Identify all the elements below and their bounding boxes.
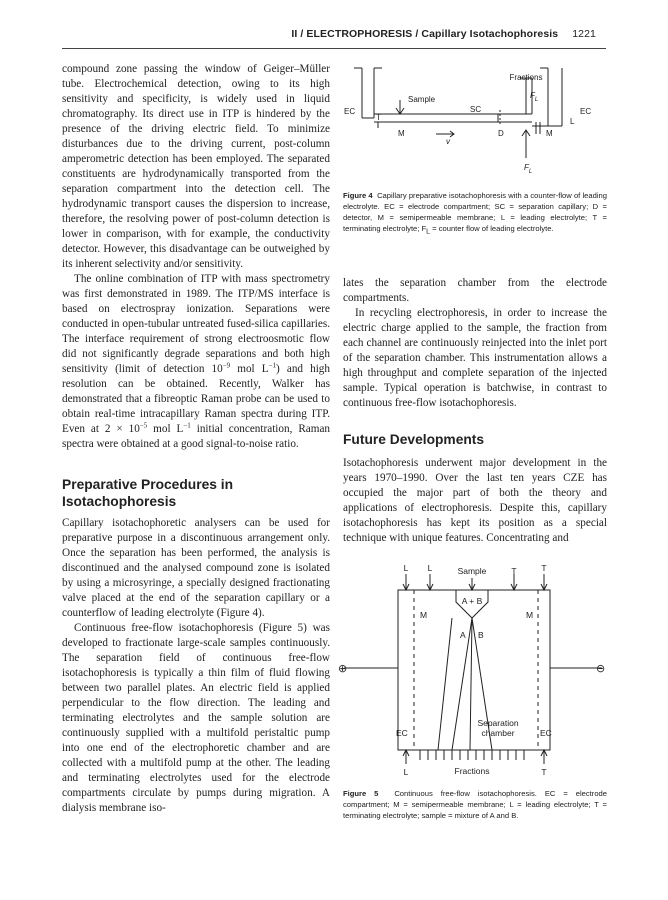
figure-5-diagram — [340, 560, 608, 780]
paragraph-preparative: Capillary isotachophoretic analysers can be used for preparative purpose in a discontinuous arrangement only. Once the separation has been performed, the analysis is discontinued and the analysed compound zone is isolated by using a microsyringe, a specially designed fractionating valve placed at the end of the separation capillary or a counterflow of leading electrolyte (Figure 4). — [62, 517, 330, 619]
fig4-label-v: v — [446, 137, 450, 146]
fig5-label-l1: L — [403, 563, 409, 573]
left-column — [62, 62, 330, 816]
fig4-label-ec-right: EC — [580, 107, 592, 116]
fig5-label-ec-right: EC — [540, 728, 552, 738]
paragraph-free-flow: Continuous free-flow isotachophoresis (Figure 5) was developed to fractionate large-scale samples continuously. The separation field of continuous free-flow isotachophoresis is typically a thin film of fluid flowing between two parallel plates. An electric field is applied perpendicular to the flow direction. The leading and terminating electrolytes and the sample solution are continuously supplied with a multifold peristaltic pump into one end of the electrophoretic chamber and are collected with a multifold pump at the other. The leading and terminating electrolytes used for the electrode compartments circulate by pumps during migration. A dialysis membrane iso- — [62, 622, 330, 814]
paragraph-future: Isotachophoresis underwent major development in the years 1970–1990. Over the last ten years CZE has occupied the major part of both the theory and applications of electrophoresis. Despite this, capillary isotachophoresis has kept its position as a special technique with unique features. Concentrating and — [343, 457, 607, 544]
fig5-label-t2: T — [541, 563, 547, 573]
paragraph-continuation: lates the separation chamber from the electrode compartments. — [343, 277, 607, 304]
figure-5-caption-label: Figure 5 — [343, 789, 379, 798]
fig5-label-t1: T — [511, 566, 517, 576]
header-rule — [62, 48, 606, 49]
page-number: 1221 — [572, 28, 596, 40]
fig4-label-fl: $F_L$ — [524, 163, 533, 175]
fig5-label-fractions: Fractions — [454, 766, 490, 776]
paragraph-recycling: In recycling electrophoresis, in order to increase the electric charge applied to the sample, the fraction from each channel are continuously reinjected into the inlet port of the separation chamber. This instrumentation allows a high throughput and complete separation of the injected sample. Typical operation is batchwise, in contrast to continuous free-flow isotachophoresis. — [343, 307, 607, 409]
fig4-label-f: $F_L$ — [530, 91, 539, 103]
header-title-line — [291, 28, 596, 40]
fig5-label-m-left: M — [420, 610, 428, 620]
figure-5 — [340, 560, 608, 780]
figure-5-ref[interactable]: Figure 5 — [262, 622, 304, 634]
figure-4-diagram — [340, 62, 608, 190]
fig4-label-l: L — [570, 117, 575, 126]
figure-4 — [340, 62, 608, 190]
fig5-label-sep1: Separation — [477, 718, 519, 728]
fig4-label-fractions: Fractions — [509, 73, 543, 82]
fig5-cathode-icon: ⊖ — [596, 663, 606, 675]
fig4-label-m-left: M — [398, 129, 405, 138]
fig5-label-sep2: chamber — [481, 728, 515, 738]
figure-4-caption-label: Figure 4 — [343, 191, 373, 200]
section-heading-future: Future Developments — [343, 432, 485, 447]
fig5-label-sample: Sample — [457, 566, 487, 576]
right-column — [343, 276, 607, 546]
fig5-label-l2: L — [427, 563, 433, 573]
fig4-label-m-right: M — [546, 129, 553, 138]
section-heading-preparative: Preparative Procedures in Isotachophoresis — [62, 477, 234, 509]
fig5-label-ec-left: EC — [396, 728, 408, 738]
running-header — [0, 28, 668, 44]
fig4-label-t: T — [376, 113, 381, 122]
fig5-label-apb: A + B — [461, 596, 483, 606]
paragraph-detection: compound zone passing the window of Geiger–Müller tube. Electrochemical detection, owing to its high sensitivity and specificity, is widely used in liquid chromatography. Its direct use in ITP is hindered by the presence of the driving electric field. To minimize disturbances due to the driving current, post-column amperometric detection has been employed. The separated constituents are hydrodynamically transported from the separation compartment into the detection cell. The hydrodynamic transport causes the dispersion to increase, therefore, the resolving power of post-column detection is lower in comparison, with for example, the conductivity detector. However, this disadvantage can be outweighed by its inherent selectivity and/or sensitivity. — [62, 63, 330, 270]
figure-5-caption: Figure 5 Continuous free-flow isotachophoresis. EC = electrode compartment; M = semipermeable membrane; L = leading electrolyte; T = terminating electrolyte; sample = mixture of A and B. — [343, 789, 607, 820]
fig5-label-m-right: M — [526, 610, 534, 620]
fig4-label-ec-left: EC — [344, 107, 356, 116]
figure-4-caption: Figure 4 Capillary preparative isotachophoresis with a counter-flow of leading electrolyte. EC = electrode compartment; SC = separation capillary; D = detector, M = semipermeable membrane; L = leading electrolyte; T = terminating electrolyte; $F_L$ = counter flow of leading electrolyte. — [343, 191, 607, 236]
fig4-label-sc: SC — [470, 105, 482, 114]
fig5-label-a: A — [460, 630, 466, 640]
figure-4-ref[interactable]: Figure 4 — [220, 607, 259, 619]
fig5-label-l-bottom: L — [403, 767, 409, 777]
fig4-label-d: D — [498, 129, 504, 138]
paragraph-itp-ms: The online combination of ITP with mass spectrometry was first demonstrated in 1989. The ITP/MS interface is based on electrospray ionization. Separations were conducted in open-tubular untreated fused-silica capillaries. The interface requirement of strong electroosmotic flow did not significantly degrade separations and both high sensitivity (limit of detection $10^{-9}$ mol $L^{-1}$) and high resolution can be obtained. Recently, Walker has demonstrated that a fibreoptic Raman probe can be used to obtain real-time intracapillary Raman spectra during ITP. Even at $2 \times 10^{-5}$ mol $L^{-1}$ initial concentration, Raman spectra were obtained at a good signal-to-noise ratio. — [62, 273, 331, 450]
fig5-anode-icon: ⊕ — [338, 663, 348, 675]
header-title: II / ELECTROPHORESIS / Capillary Isotachophoresis — [291, 28, 559, 40]
fig5-label-t-bottom: T — [541, 767, 547, 777]
fig4-label-sample: Sample — [408, 95, 436, 104]
fig5-label-b: B — [478, 630, 484, 640]
